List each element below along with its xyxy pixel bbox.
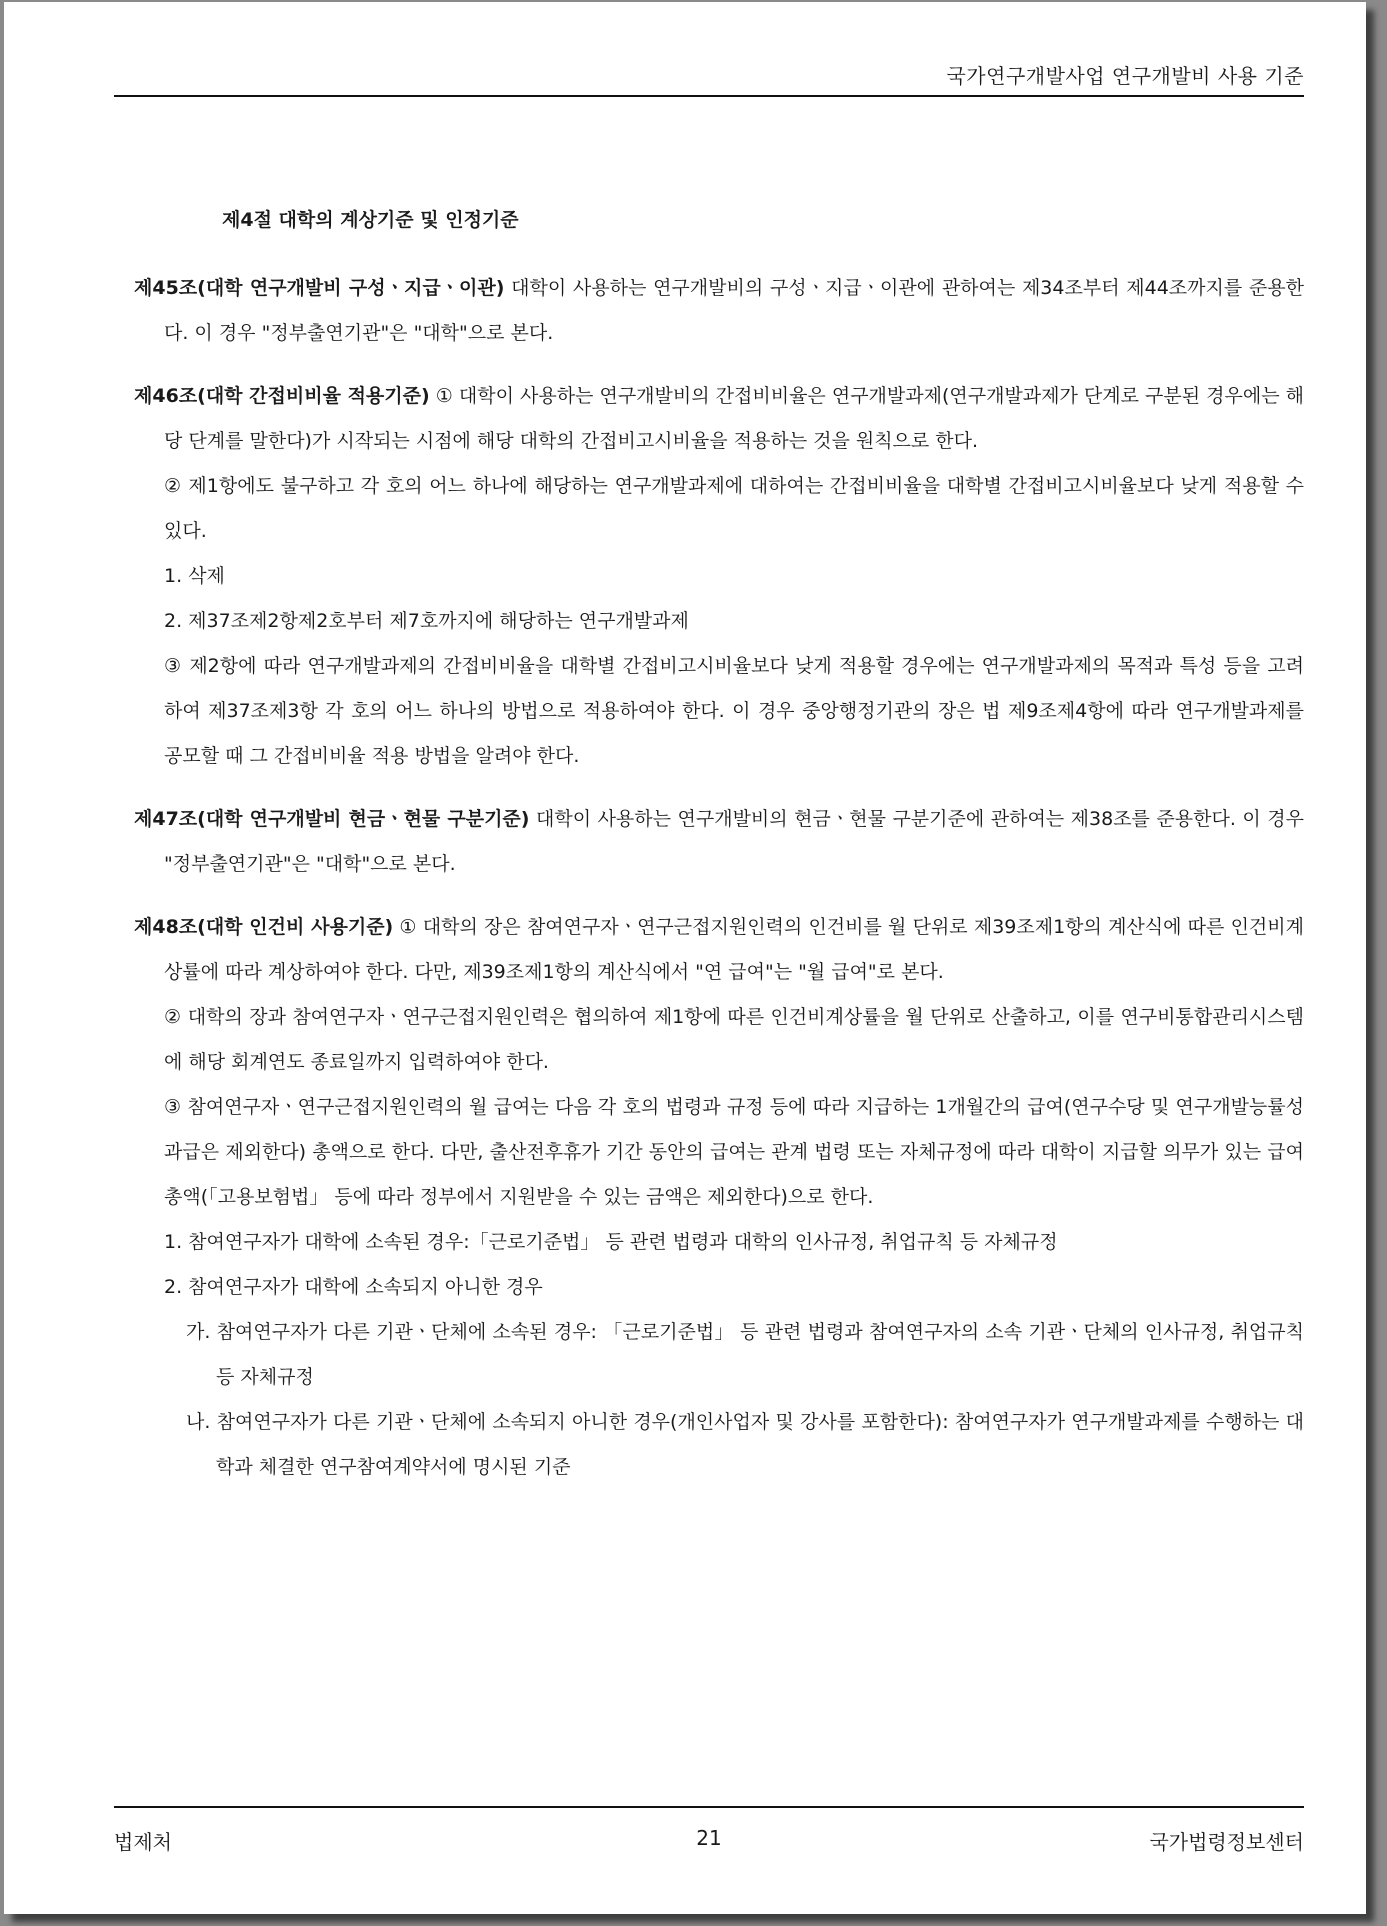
- page-content: [134, 202, 1304, 1508]
- article-46: [134, 374, 1304, 779]
- article-48-item-2: 2. 참여연구자가 대학에 소속되지 아니한 경우: [164, 1276, 543, 1298]
- article-47-paragraph: [134, 797, 1304, 887]
- article-46-paragraph-1: [134, 374, 1304, 464]
- document-page: [4, 2, 1366, 1914]
- article-48-subitem-na: 나. 참여연구자가 다른 기관ㆍ단체에 소속되지 아니한 경우(개인사업자 및 강사를 포함한다): 참여연구자가 연구개발과제를 수행하는 대학과 체결한 연구참여계약서에 명시된 기준: [186, 1411, 1304, 1478]
- article-48: [134, 905, 1304, 1490]
- article-48-subitem-ga: 가. 참여연구자가 다른 기관ㆍ단체에 소속된 경우: 「근로기준법」 등 관련 법령과 참여연구자의 소속 기관ㆍ단체의 인사규정, 취업규칙 등 자체규정: [186, 1321, 1304, 1388]
- article-45: [134, 266, 1304, 356]
- article-47-title: 제47조(대학 연구개발비 현금ㆍ현물 구분기준): [134, 808, 530, 830]
- article-46-body: ① 대학이 사용하는 연구개발비의 간접비비율은 연구개발과제(연구개발과제가 단계로 구분된 경우에는 해당 단계를 말한다)가 시작되는 시점에 해당 대학의 간접비고시비율을 적용하는 것을 원칙으로 한다.: [164, 385, 1304, 452]
- article-47: [134, 797, 1304, 887]
- article-48-paragraph-3: ③ 참여연구자ㆍ연구근접지원인력의 월 급여는 다음 각 호의 법령과 규정 등에 따라 지급하는 1개월간의 급여(연구수당 및 연구개발능률성과급은 제외한다) 총액으로 한다. 다만, 출산전후휴가 기간 동안의 급여는 관계 법령 또는 자체규정에 따라 대학이 지급할 의무가 있는 급여 총액(「고용보험법」 등에 따라 정부에서 지원받을 수 있는 금액은 제외한다)으로 한다.: [164, 1096, 1304, 1208]
- article-48-body: ① 대학의 장은 참여연구자ㆍ연구근접지원인력의 인건비를 월 단위로 제39조제1항의 계산식에 따른 인건비계상률에 따라 계상하여야 한다. 다만, 제39조제1항의 계산식에서 "연 급여"는 "월 급여"로 본다.: [164, 916, 1304, 983]
- article-46-title: 제46조(대학 간접비비율 적용기준): [134, 385, 430, 407]
- page-number: 21: [696, 1826, 722, 1850]
- article-48-title: 제48조(대학 인건비 사용기준): [134, 916, 394, 938]
- article-45-title: 제45조(대학 연구개발비 구성ㆍ지급ㆍ이관): [134, 277, 505, 299]
- article-46-item-2: 2. 제37조제2항제2호부터 제7호까지에 해당하는 연구개발과제: [164, 610, 689, 632]
- page-footer: [114, 1806, 1304, 1856]
- article-48-paragraph-2: ② 대학의 장과 참여연구자ㆍ연구근접지원인력은 협의하여 제1항에 따른 인건비계상률을 월 단위로 산출하고, 이를 연구비통합관리시스템에 해당 회계연도 종료일까지 입력하여야 한다.: [164, 1006, 1304, 1073]
- article-48-paragraph-1: [134, 905, 1304, 995]
- article-46-paragraph-3: ③ 제2항에 따라 연구개발과제의 간접비비율을 대학별 간접비고시비율보다 낮게 적용할 경우에는 연구개발과제의 목적과 특성 등을 고려하여 제37조제3항 각 호의 어느 하나의 방법으로 적용하여야 한다. 이 경우 중앙행정기관의 장은 법 제9조제4항에 따라 연구개발과제를 공모할 때 그 간접비비율 적용 방법을 알려야 한다.: [164, 655, 1304, 767]
- section-title: 제4절 대학의 계상기준 및 인정기준: [222, 209, 519, 231]
- article-46-paragraph-2: ② 제1항에도 불구하고 각 호의 어느 하나에 해당하는 연구개발과제에 대하여는 간접비비율을 대학별 간접비고시비율보다 낮게 적용할 수 있다.: [164, 475, 1304, 542]
- running-header: 국가연구개발사업 연구개발비 사용 기준: [114, 60, 1304, 97]
- footer-publisher: 법제처: [114, 1830, 172, 1854]
- article-48-item-1: 1. 참여연구자가 대학에 소속된 경우:「근로기준법」 등 관련 법령과 대학의 인사규정, 취업규칙 등 자체규정: [164, 1231, 1058, 1253]
- article-46-item-1: 1. 삭제: [164, 565, 225, 587]
- article-45-paragraph: [134, 266, 1304, 356]
- article-45-body: 대학이 사용하는 연구개발비의 구성ㆍ지급ㆍ이관에 관하여는 제34조부터 제44조까지를 준용한다. 이 경우 "정부출연기관"은 "대학"으로 본다.: [164, 277, 1304, 344]
- article-47-body: 대학이 사용하는 연구개발비의 현금ㆍ현물 구분기준에 관하여는 제38조를 준용한다. 이 경우 "정부출연기관"은 "대학"으로 본다.: [164, 808, 1304, 875]
- footer-source: 국가법령정보센터: [1149, 1830, 1304, 1854]
